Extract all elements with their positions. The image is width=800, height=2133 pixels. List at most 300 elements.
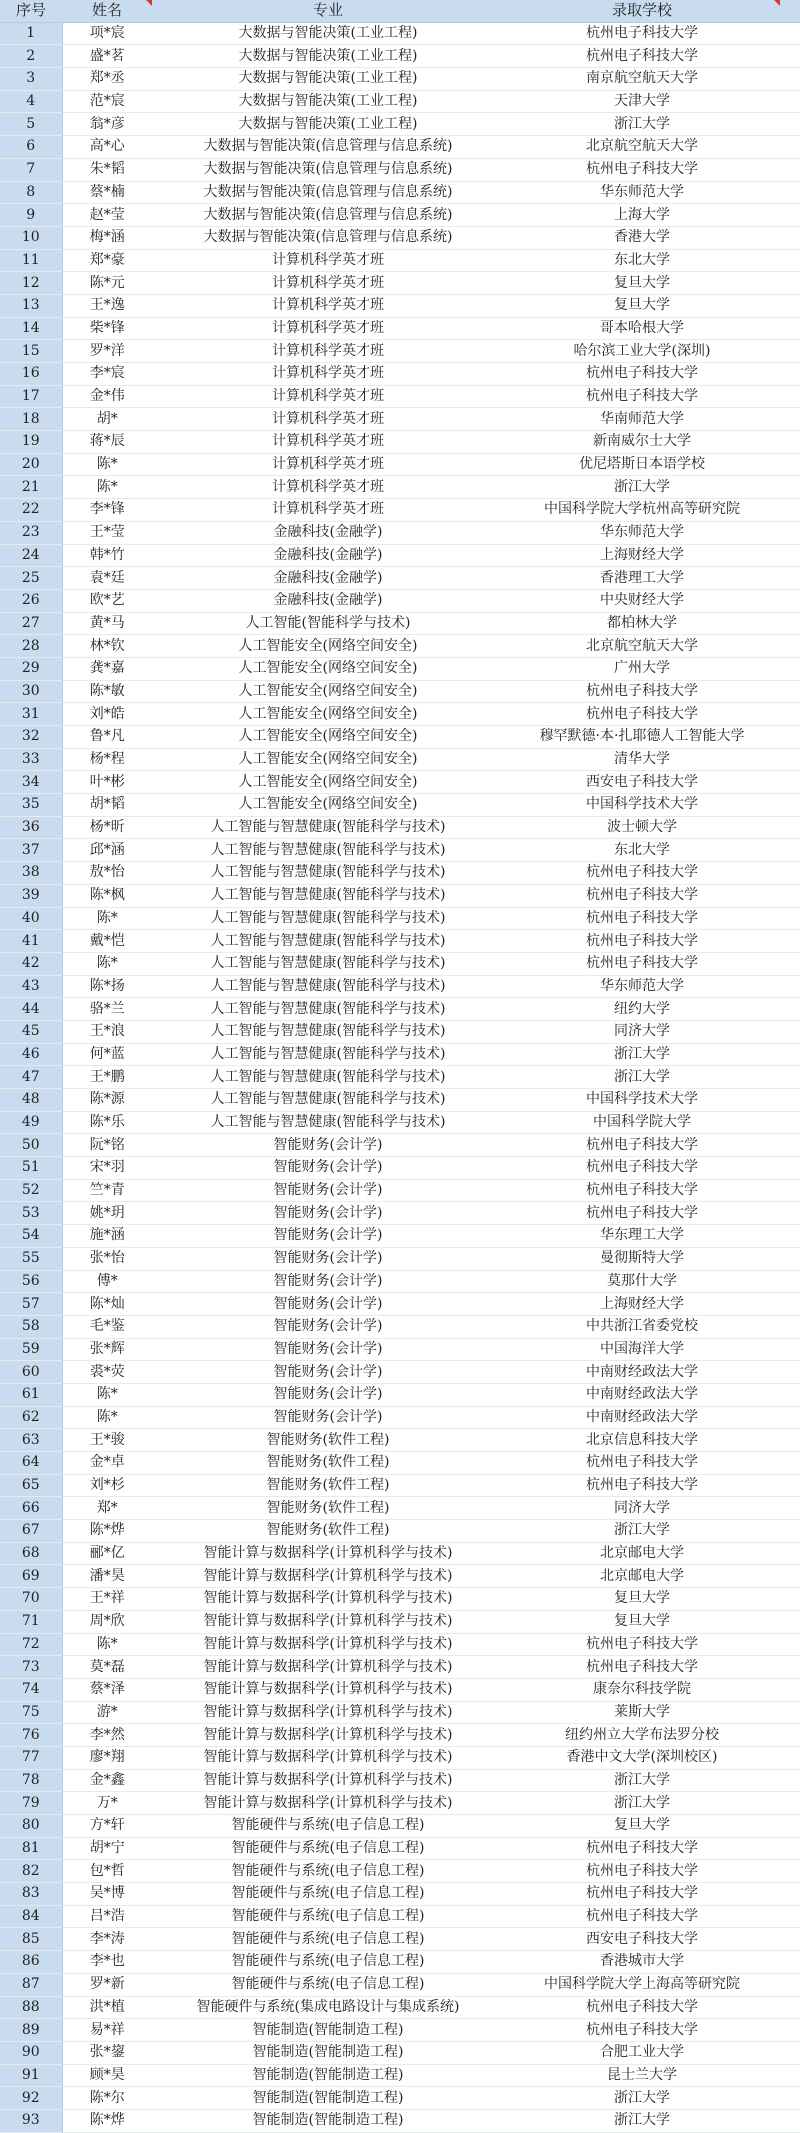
cell-name[interactable]: 陈* [96,909,118,926]
cell-index[interactable]: 53 [0,1202,62,1225]
cell-major[interactable]: 人工智能与智慧健康(智能科学与技术) [210,841,446,858]
cell-index[interactable]: 59 [0,1338,62,1361]
cell-major[interactable]: 大数据与智能决策(工业工程) [238,70,418,87]
cell-school[interactable]: 广州大学 [614,660,670,677]
cell-school[interactable]: 莱斯大学 [614,1703,670,1720]
cell-index[interactable]: 35 [0,794,62,817]
cell-school[interactable]: 香港城市大学 [600,1953,684,1970]
cell-index[interactable]: 5 [0,113,62,136]
cell-major[interactable]: 人工智能与智慧健康(智能科学与技术) [210,1068,446,1085]
cell-name[interactable]: 高*心 [89,138,125,155]
cell-name[interactable]: 欧*艺 [89,592,125,609]
cell-school[interactable]: 天津大学 [614,93,670,110]
cell-name[interactable]: 翁*彦 [89,115,125,132]
cell-school[interactable]: 华南师范大学 [600,410,684,427]
cell-name[interactable]: 包*哲 [89,1862,125,1879]
cell-major[interactable]: 智能财务(软件工程) [266,1499,390,1516]
cell-name[interactable]: 袁*廷 [89,569,125,586]
cell-index[interactable]: 15 [0,340,62,363]
cell-school[interactable]: 杭州电子科技大学 [586,1908,698,1925]
cell-name[interactable]: 杨*昕 [89,819,125,836]
cell-school[interactable]: 浙江大学 [614,1522,670,1539]
cell-school[interactable]: 杭州电子科技大学 [586,1136,698,1153]
cell-name[interactable]: 郑*丞 [89,70,125,87]
cell-index[interactable]: 7 [0,158,62,181]
cell-major[interactable]: 智能硬件与系统(电子信息工程) [231,1840,425,1857]
header-index[interactable]: 序号 [0,0,62,22]
cell-major[interactable]: 人工智能与智慧健康(智能科学与技术) [210,1114,446,1131]
cell-name[interactable]: 朱*韬 [89,161,125,178]
cell-name[interactable]: 陈*乐 [89,1114,125,1131]
cell-index[interactable]: 56 [0,1270,62,1293]
cell-name[interactable]: 王*逸 [89,297,125,314]
cell-name[interactable]: 陈*灿 [89,1295,125,1312]
cell-name[interactable]: 陈*扬 [89,977,125,994]
cell-index[interactable]: 46 [0,1043,62,1066]
cell-school[interactable]: 香港大学 [614,229,670,246]
cell-school[interactable]: 华东理工大学 [600,1227,684,1244]
cell-name[interactable]: 阮*铭 [89,1136,125,1153]
cell-index[interactable]: 42 [0,952,62,975]
cell-index[interactable]: 64 [0,1452,62,1475]
cell-school[interactable]: 华东师范大学 [600,977,684,994]
cell-name[interactable]: 杨*程 [89,751,125,768]
cell-major[interactable]: 计算机科学英才班 [272,478,384,495]
cell-index[interactable]: 57 [0,1293,62,1316]
cell-name[interactable]: 李*宸 [89,365,125,382]
cell-major[interactable]: 智能财务(软件工程) [266,1477,390,1494]
cell-school[interactable]: 上海大学 [614,206,670,223]
cell-major[interactable]: 人工智能(智能科学与技术) [245,614,411,631]
cell-name[interactable]: 陈*元 [89,274,125,291]
cell-major[interactable]: 智能硬件与系统(集成电路设计与集成系统) [196,1998,460,2015]
cell-major[interactable]: 人工智能安全(网络空间安全) [238,728,418,745]
cell-school[interactable]: 都柏林大学 [607,614,677,631]
cell-name[interactable]: 施*涵 [89,1227,125,1244]
cell-index[interactable]: 65 [0,1474,62,1497]
cell-school[interactable]: 优尼塔斯日本语学校 [579,456,705,473]
cell-major[interactable]: 金融科技(金融学) [273,524,383,541]
cell-school[interactable]: 杭州电子科技大学 [586,909,698,926]
cell-name[interactable]: 竺*青 [89,1182,125,1199]
cell-index[interactable]: 84 [0,1905,62,1928]
cell-index[interactable]: 75 [0,1701,62,1724]
cell-name[interactable]: 张*怡 [89,1250,125,1267]
cell-school[interactable]: 杭州电子科技大学 [586,705,698,722]
cell-name[interactable]: 胡* [96,410,118,427]
cell-index[interactable]: 6 [0,136,62,159]
cell-index[interactable]: 14 [0,317,62,340]
cell-school[interactable]: 中南财经政法大学 [586,1363,698,1380]
cell-name[interactable]: 鲁*凡 [89,728,125,745]
cell-index[interactable]: 47 [0,1066,62,1089]
cell-index[interactable]: 72 [0,1633,62,1656]
cell-major[interactable]: 计算机科学英才班 [272,433,384,450]
header-school[interactable]: 录取学校 [504,0,780,22]
cell-major[interactable]: 智能计算与数据科学(计算机科学与技术) [203,1794,453,1811]
cell-name[interactable]: 骆*兰 [89,1000,125,1017]
cell-major[interactable]: 智能硬件与系统(电子信息工程) [231,1953,425,1970]
cell-index[interactable]: 27 [0,612,62,635]
cell-name[interactable]: 戴*恺 [89,932,125,949]
cell-index[interactable]: 38 [0,862,62,885]
cell-index[interactable]: 17 [0,385,62,408]
cell-major[interactable]: 金融科技(金融学) [273,546,383,563]
cell-school[interactable]: 上海财经大学 [600,546,684,563]
cell-index[interactable]: 8 [0,181,62,204]
cell-school[interactable]: 中南财经政法大学 [586,1408,698,1425]
cell-major[interactable]: 智能财务(会计学) [273,1159,383,1176]
cell-index[interactable]: 22 [0,499,62,522]
cell-school[interactable]: 莫那什大学 [607,1272,677,1289]
cell-school[interactable]: 杭州电子科技大学 [586,1998,698,2015]
cell-school[interactable]: 浙江大学 [614,2089,670,2106]
cell-school[interactable]: 杭州电子科技大学 [586,1159,698,1176]
cell-index[interactable]: 66 [0,1497,62,1520]
cell-index[interactable]: 76 [0,1724,62,1747]
cell-index[interactable]: 10 [0,226,62,249]
cell-major[interactable]: 智能硬件与系统(电子信息工程) [231,1862,425,1879]
cell-major[interactable]: 大数据与智能决策(信息管理与信息系统) [203,138,453,155]
cell-index[interactable]: 85 [0,1928,62,1951]
cell-index[interactable]: 74 [0,1678,62,1701]
cell-name[interactable]: 罗*新 [89,1976,125,1993]
cell-major[interactable]: 智能财务(会计学) [273,1340,383,1357]
cell-school[interactable]: 中央财经大学 [600,592,684,609]
cell-school[interactable]: 中南财经政法大学 [586,1386,698,1403]
cell-major[interactable]: 人工智能与智慧健康(智能科学与技术) [210,1045,446,1062]
cell-major[interactable]: 智能计算与数据科学(计算机科学与技术) [203,1567,453,1584]
cell-major[interactable]: 智能财务(会计学) [273,1408,383,1425]
cell-name[interactable]: 何*蓝 [89,1045,125,1062]
cell-index[interactable]: 4 [0,90,62,113]
cell-index[interactable]: 13 [0,294,62,317]
cell-major[interactable]: 智能计算与数据科学(计算机科学与技术) [203,1545,453,1562]
cell-major[interactable]: 智能硬件与系统(电子信息工程) [231,1817,425,1834]
cell-school[interactable]: 复旦大学 [614,1613,670,1630]
cell-name[interactable]: 胡*韬 [89,796,125,813]
cell-school[interactable]: 浙江大学 [614,1068,670,1085]
cell-name[interactable]: 蒋*辰 [89,433,125,450]
cell-school[interactable]: 曼彻斯特大学 [600,1250,684,1267]
cell-index[interactable]: 62 [0,1406,62,1429]
cell-index[interactable]: 79 [0,1792,62,1815]
cell-index[interactable]: 83 [0,1883,62,1906]
cell-major[interactable]: 智能计算与数据科学(计算机科学与技术) [203,1749,453,1766]
cell-major[interactable]: 计算机科学英才班 [272,342,384,359]
cell-school[interactable]: 合肥工业大学 [600,2044,684,2061]
cell-school[interactable]: 复旦大学 [614,1817,670,1834]
cell-major[interactable]: 智能财务(会计学) [273,1136,383,1153]
cell-index[interactable]: 52 [0,1179,62,1202]
cell-name[interactable]: 陈* [96,1386,118,1403]
cell-name[interactable]: 王*鹏 [89,1068,125,1085]
cell-major[interactable]: 智能硬件与系统(电子信息工程) [231,1930,425,1947]
cell-name[interactable]: 龚*嘉 [89,660,125,677]
cell-school[interactable]: 北京信息科技大学 [586,1431,698,1448]
cell-index[interactable]: 91 [0,2064,62,2087]
cell-major[interactable]: 智能财务(软件工程) [266,1522,390,1539]
cell-name[interactable]: 陈* [96,955,118,972]
header-name[interactable]: 姓名 [62,0,152,22]
cell-name[interactable]: 黄*马 [89,614,125,631]
cell-major[interactable]: 人工智能安全(网络空间安全) [238,773,418,790]
cell-index[interactable]: 29 [0,657,62,680]
cell-school[interactable]: 浙江大学 [614,2112,670,2129]
cell-school[interactable]: 南京航空航天大学 [586,70,698,87]
cell-name[interactable]: 吕*浩 [89,1908,125,1925]
cell-name[interactable]: 罗*洋 [89,342,125,359]
cell-major[interactable]: 智能财务(软件工程) [266,1431,390,1448]
cell-index[interactable]: 3 [0,68,62,91]
cell-major[interactable]: 智能财务(会计学) [273,1272,383,1289]
cell-index[interactable]: 63 [0,1429,62,1452]
cell-index[interactable]: 70 [0,1588,62,1611]
cell-school[interactable]: 昆士兰大学 [607,2066,677,2083]
cell-school[interactable]: 新南威尔士大学 [593,433,691,450]
cell-major[interactable]: 智能计算与数据科学(计算机科学与技术) [203,1726,453,1743]
cell-major[interactable]: 智能制造(智能制造工程) [252,2089,404,2106]
cell-index[interactable]: 69 [0,1565,62,1588]
cell-name[interactable]: 郑*豪 [89,251,125,268]
cell-major[interactable]: 人工智能与智慧健康(智能科学与技术) [210,1023,446,1040]
cell-index[interactable]: 36 [0,816,62,839]
cell-major[interactable]: 大数据与智能决策(工业工程) [238,115,418,132]
cell-index[interactable]: 87 [0,1973,62,1996]
cell-name[interactable]: 万* [96,1794,118,1811]
cell-major[interactable]: 大数据与智能决策(工业工程) [238,25,418,42]
cell-index[interactable]: 34 [0,771,62,794]
cell-school[interactable]: 杭州电子科技大学 [586,47,698,64]
cell-school[interactable]: 杭州电子科技大学 [586,1862,698,1879]
cell-name[interactable]: 李*然 [89,1726,125,1743]
cell-school[interactable]: 华东师范大学 [600,524,684,541]
cell-major[interactable]: 智能财务(会计学) [273,1318,383,1335]
cell-major[interactable]: 人工智能与智慧健康(智能科学与技术) [210,955,446,972]
cell-school[interactable]: 哈尔滨工业大学(深圳) [573,342,711,359]
cell-index[interactable]: 37 [0,839,62,862]
cell-school[interactable]: 杭州电子科技大学 [586,864,698,881]
cell-index[interactable]: 25 [0,567,62,590]
cell-index[interactable]: 2 [0,45,62,68]
cell-name[interactable]: 陈*烨 [89,1522,125,1539]
cell-major[interactable]: 智能财务(会计学) [273,1363,383,1380]
cell-name[interactable]: 金*伟 [89,388,125,405]
cell-index[interactable]: 78 [0,1769,62,1792]
cell-index[interactable]: 71 [0,1610,62,1633]
cell-name[interactable]: 敖*怡 [89,864,125,881]
cell-index[interactable]: 82 [0,1860,62,1883]
cell-name[interactable]: 莫*磊 [89,1658,125,1675]
cell-name[interactable]: 李*涛 [89,1930,125,1947]
cell-name[interactable]: 王*莹 [89,524,125,541]
cell-name[interactable]: 张*鋆 [89,2044,125,2061]
cell-index[interactable]: 12 [0,272,62,295]
cell-school[interactable]: 杭州电子科技大学 [586,388,698,405]
cell-index[interactable]: 24 [0,544,62,567]
cell-name[interactable]: 项*宸 [89,25,125,42]
cell-major[interactable]: 大数据与智能决策(工业工程) [238,93,418,110]
cell-school[interactable]: 杭州电子科技大学 [586,2021,698,2038]
cell-school[interactable]: 中共浙江省委党校 [586,1318,698,1335]
cell-major[interactable]: 智能财务(会计学) [273,1204,383,1221]
cell-name[interactable]: 毛*鉴 [89,1318,125,1335]
cell-name[interactable]: 李*也 [89,1953,125,1970]
cell-name[interactable]: 邱*涵 [89,841,125,858]
cell-major[interactable]: 计算机科学英才班 [272,410,384,427]
cell-school[interactable]: 北京航空航天大学 [586,637,698,654]
cell-major[interactable]: 人工智能安全(网络空间安全) [238,637,418,654]
cell-school[interactable]: 中国科学院大学杭州高等研究院 [544,501,740,518]
cell-name[interactable]: 裘*荧 [89,1363,125,1380]
cell-school[interactable]: 杭州电子科技大学 [586,1635,698,1652]
cell-major[interactable]: 大数据与智能决策(信息管理与信息系统) [203,206,453,223]
cell-major[interactable]: 智能财务(会计学) [273,1227,383,1244]
cell-name[interactable]: 郦*亿 [89,1545,125,1562]
cell-index[interactable]: 30 [0,680,62,703]
cell-major[interactable]: 计算机科学英才班 [272,456,384,473]
cell-index[interactable]: 21 [0,476,62,499]
cell-major[interactable]: 金融科技(金融学) [273,592,383,609]
cell-school[interactable]: 中国科学技术大学 [586,1091,698,1108]
cell-school[interactable]: 浙江大学 [614,1771,670,1788]
cell-name[interactable]: 顾*昊 [89,2066,125,2083]
cell-index[interactable]: 48 [0,1089,62,1112]
cell-name[interactable]: 蔡*泽 [89,1681,125,1698]
cell-school[interactable]: 中国科学院大学上海高等研究院 [544,1976,740,1993]
cell-name[interactable]: 王*祥 [89,1590,125,1607]
cell-school[interactable]: 香港理工大学 [600,569,684,586]
cell-major[interactable]: 智能硬件与系统(电子信息工程) [231,1908,425,1925]
cell-name[interactable]: 陈*枫 [89,887,125,904]
cell-major[interactable]: 智能计算与数据科学(计算机科学与技术) [203,1658,453,1675]
cell-school[interactable]: 杭州电子科技大学 [586,365,698,382]
cell-major[interactable]: 人工智能安全(网络空间安全) [238,705,418,722]
cell-index[interactable]: 58 [0,1315,62,1338]
cell-index[interactable]: 77 [0,1746,62,1769]
cell-major[interactable]: 人工智能与智慧健康(智能科学与技术) [210,909,446,926]
cell-index[interactable]: 26 [0,589,62,612]
cell-index[interactable]: 55 [0,1247,62,1270]
cell-index[interactable]: 54 [0,1225,62,1248]
cell-major[interactable]: 计算机科学英才班 [272,319,384,336]
cell-major[interactable]: 计算机科学英才班 [272,274,384,291]
cell-name[interactable]: 廖*翔 [89,1749,125,1766]
cell-index[interactable]: 44 [0,998,62,1021]
cell-school[interactable]: 杭州电子科技大学 [586,932,698,949]
cell-index[interactable]: 39 [0,884,62,907]
cell-major[interactable]: 人工智能与智慧健康(智能科学与技术) [210,887,446,904]
cell-index[interactable]: 45 [0,1020,62,1043]
cell-major[interactable]: 人工智能安全(网络空间安全) [238,751,418,768]
cell-school[interactable]: 杭州电子科技大学 [586,1658,698,1675]
cell-index[interactable]: 18 [0,408,62,431]
cell-school[interactable]: 复旦大学 [614,1590,670,1607]
cell-index[interactable]: 23 [0,521,62,544]
cell-school[interactable]: 浙江大学 [614,1045,670,1062]
cell-name[interactable]: 宋*羽 [89,1159,125,1176]
cell-index[interactable]: 33 [0,748,62,771]
cell-name[interactable]: 梅*涵 [89,229,125,246]
cell-index[interactable]: 32 [0,726,62,749]
cell-index[interactable]: 41 [0,930,62,953]
cell-school[interactable]: 北京邮电大学 [600,1545,684,1562]
cell-school[interactable]: 上海财经大学 [600,1295,684,1312]
cell-major[interactable]: 大数据与智能决策(信息管理与信息系统) [203,229,453,246]
cell-school[interactable]: 中国海洋大学 [600,1340,684,1357]
cell-name[interactable]: 方*轩 [89,1817,125,1834]
cell-name[interactable]: 叶*彬 [89,773,125,790]
cell-name[interactable]: 陈* [96,456,118,473]
cell-major[interactable]: 智能财务(会计学) [273,1250,383,1267]
cell-school[interactable]: 中国科学技术大学 [586,796,698,813]
cell-index[interactable]: 73 [0,1656,62,1679]
cell-index[interactable]: 40 [0,907,62,930]
cell-index[interactable]: 90 [0,2041,62,2064]
cell-school[interactable]: 杭州电子科技大学 [586,955,698,972]
cell-school[interactable]: 杭州电子科技大学 [586,25,698,42]
cell-major[interactable]: 人工智能与智慧健康(智能科学与技术) [210,977,446,994]
cell-school[interactable]: 波士顿大学 [607,819,677,836]
cell-school[interactable]: 纽约州立大学布法罗分校 [565,1726,719,1743]
cell-major[interactable]: 智能财务(会计学) [273,1295,383,1312]
cell-major[interactable]: 计算机科学英才班 [272,501,384,518]
cell-major[interactable]: 人工智能安全(网络空间安全) [238,660,418,677]
cell-school[interactable]: 杭州电子科技大学 [586,887,698,904]
cell-school[interactable]: 东北大学 [614,841,670,858]
cell-name[interactable]: 盛*茗 [89,47,125,64]
cell-name[interactable]: 范*宸 [89,93,125,110]
cell-major[interactable]: 人工智能与智慧健康(智能科学与技术) [210,864,446,881]
cell-major[interactable]: 智能制造(智能制造工程) [252,2066,404,2083]
cell-school[interactable]: 北京航空航天大学 [586,138,698,155]
cell-name[interactable]: 王*浪 [89,1023,125,1040]
cell-index[interactable]: 50 [0,1134,62,1157]
cell-index[interactable]: 43 [0,975,62,998]
cell-index[interactable]: 60 [0,1361,62,1384]
cell-name[interactable]: 王*骏 [89,1431,125,1448]
cell-name[interactable]: 潘*昊 [89,1567,125,1584]
cell-school[interactable]: 杭州电子科技大学 [586,1454,698,1471]
cell-index[interactable]: 86 [0,1951,62,1974]
cell-name[interactable]: 姚*玥 [89,1204,125,1221]
cell-school[interactable]: 复旦大学 [614,274,670,291]
cell-major[interactable]: 智能计算与数据科学(计算机科学与技术) [203,1681,453,1698]
cell-school[interactable]: 西安电子科技大学 [586,773,698,790]
cell-index[interactable]: 92 [0,2087,62,2110]
cell-major[interactable]: 智能制造(智能制造工程) [252,2112,404,2129]
cell-school[interactable]: 同济大学 [614,1023,670,1040]
cell-major[interactable]: 人工智能与智慧健康(智能科学与技术) [210,1091,446,1108]
cell-school[interactable]: 杭州电子科技大学 [586,1885,698,1902]
cell-index[interactable]: 89 [0,2019,62,2042]
cell-index[interactable]: 19 [0,431,62,454]
cell-major[interactable]: 人工智能安全(网络空间安全) [238,682,418,699]
cell-name[interactable]: 吴*博 [89,1885,125,1902]
cell-name[interactable]: 陈*敏 [89,682,125,699]
cell-name[interactable]: 游* [96,1703,118,1720]
cell-school[interactable]: 穆罕默德·本·扎耶德人工智能大学 [539,728,745,745]
cell-index[interactable]: 93 [0,2109,62,2132]
cell-name[interactable]: 刘*杉 [89,1477,125,1494]
cell-school[interactable]: 哥本哈根大学 [600,319,684,336]
cell-name[interactable]: 林*钦 [89,637,125,654]
cell-major[interactable]: 智能计算与数据科学(计算机科学与技术) [203,1703,453,1720]
cell-major[interactable]: 大数据与智能决策(工业工程) [238,47,418,64]
cell-index[interactable]: 80 [0,1815,62,1838]
cell-name[interactable]: 金*鑫 [89,1771,125,1788]
header-major[interactable]: 专业 [152,0,504,22]
